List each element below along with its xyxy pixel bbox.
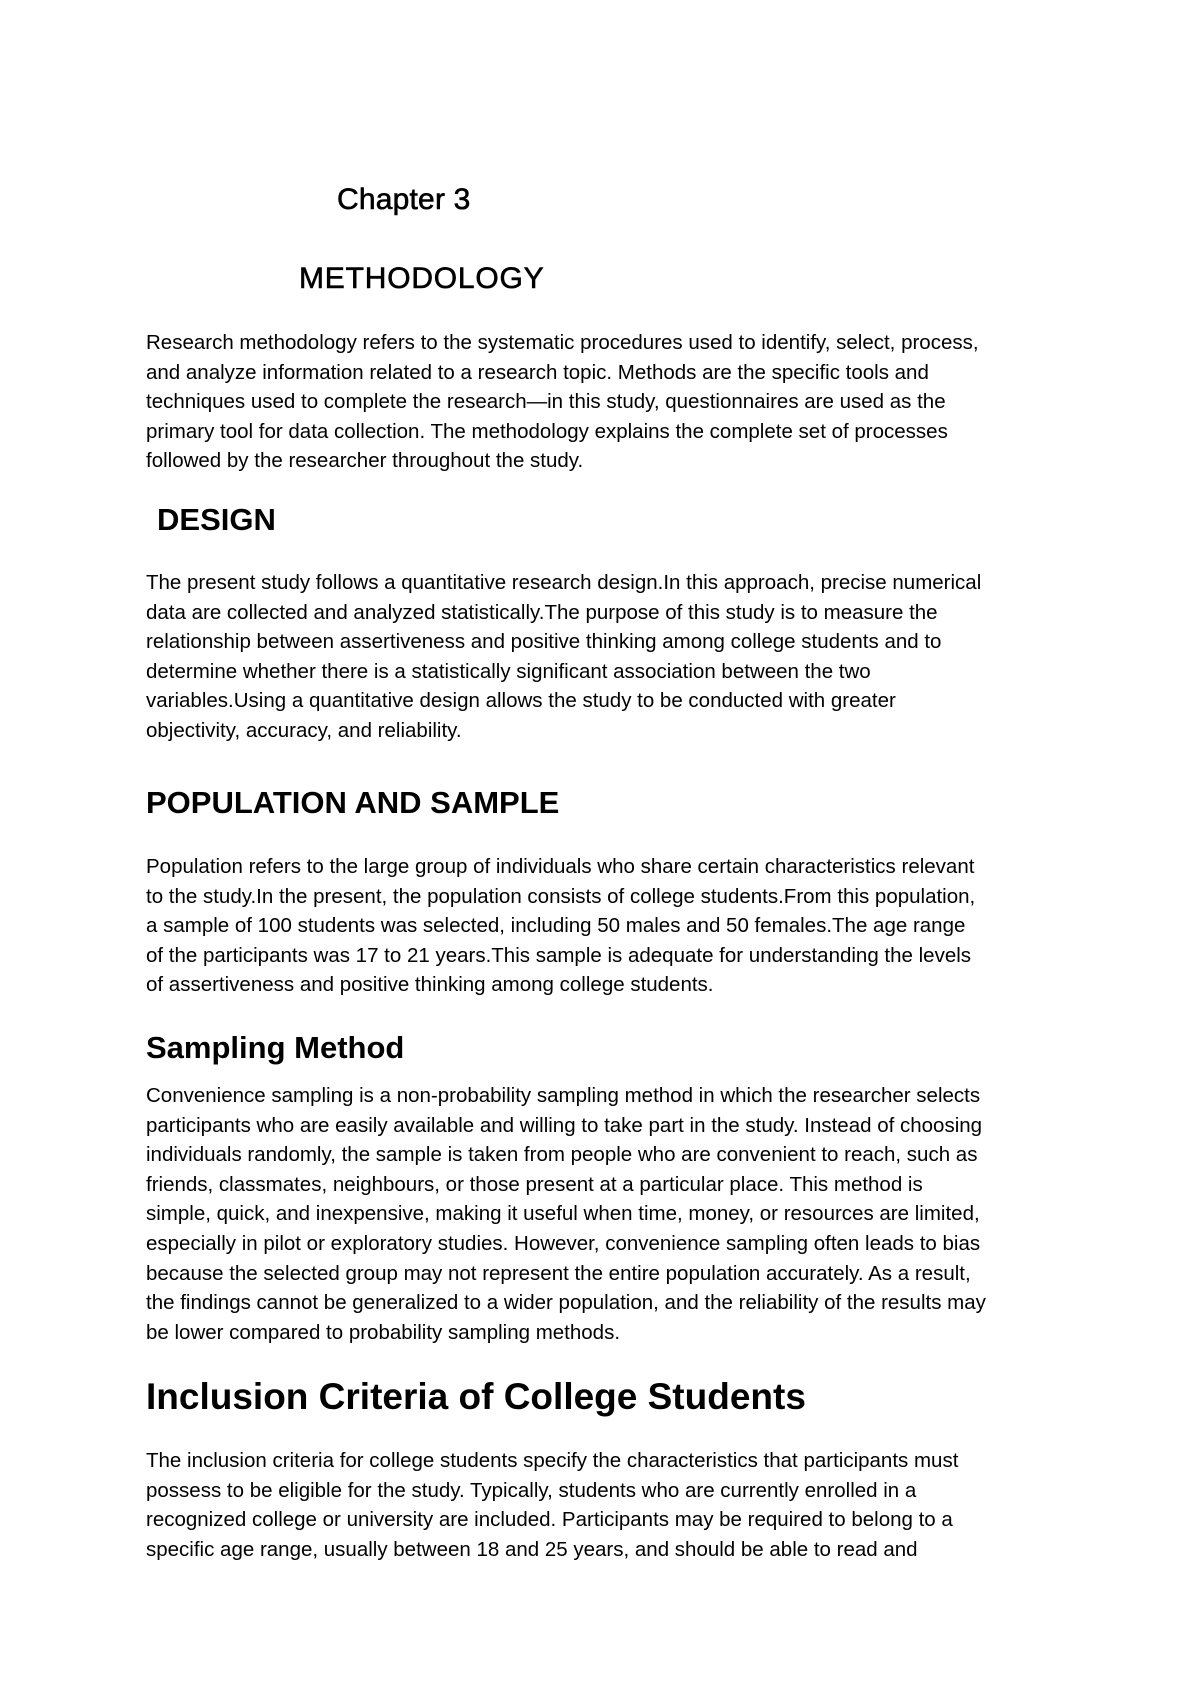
- paragraph-line: participants who are easily available and willing to take part in the study. Instead of choosing: [146, 1113, 983, 1137]
- paragraph-line: objectivity, accuracy, and reliability.: [146, 718, 462, 742]
- population-paragraph: [146, 852, 1076, 1000]
- paragraph-line: and analyze information related to a research topic. Methods are the specific tools and: [146, 360, 929, 384]
- paragraph-line: The inclusion criteria for college students specify the characteristics that participants must: [146, 1449, 959, 1472]
- design-paragraph: [146, 568, 1076, 746]
- paragraph-line: especially in pilot or exploratory studies. However, convenience sampling often leads to bias: [146, 1231, 981, 1255]
- paragraph-line: relationship between assertiveness and positive thinking among college students and to: [146, 630, 942, 654]
- paragraph-line: The present study follows a quantitative research design.In this approach, precise numerical: [146, 571, 982, 594]
- paragraph-line: Convenience sampling is a non-probability sampling method in which the researcher selects: [146, 1084, 981, 1107]
- paragraph-line: techniques used to complete the research—in this study, questionnaires are used as the: [146, 390, 946, 414]
- paragraph-line: Population refers to the large group of individuals who share certain characteristics relevant: [146, 855, 975, 878]
- paragraph-line: be lower compared to probability sampling methods.: [146, 1320, 621, 1344]
- paragraph-line: Research methodology refers to the systematic procedures used to identify, select, process,: [146, 331, 979, 354]
- paragraph-line: of the participants was 17 to 21 years.This sample is adequate for understanding the levels: [146, 943, 972, 967]
- paragraph-line: to the study.In the present, the population consists of college students.From this population,: [146, 884, 976, 908]
- inclusion-criteria-heading: Inclusion Criteria of College Students: [146, 1376, 806, 1417]
- paragraph-line: a sample of 100 students was selected, including 50 males and 50 females.The age range: [146, 914, 966, 938]
- paragraph-line: the findings cannot be generalized to a wider population, and the reliability of the results may: [146, 1291, 986, 1315]
- paragraph-line: because the selected group may not represent the entire population accurately. As a result,: [146, 1261, 971, 1285]
- intro-paragraph: [146, 328, 1076, 476]
- paragraph-line: friends, classmates, neighbours, or those present at a particular place. This method is: [146, 1172, 923, 1196]
- paragraph-line: determine whether there is a statistically significant association between the two: [146, 659, 871, 683]
- paragraph-line: individuals randomly, the sample is taken from people who are convenient to reach, such as: [146, 1143, 978, 1167]
- chapter-title: Chapter 3: [337, 183, 471, 216]
- sampling-method-paragraph: [146, 1081, 1076, 1347]
- paragraph-line: recognized college or university are included. Participants may be required to belong to a: [146, 1508, 953, 1532]
- paragraph-line: specific age range, usually between 18 and 25 years, and should be able to read and: [146, 1537, 918, 1561]
- paragraph-line: primary tool for data collection. The methodology explains the complete set of processes: [146, 419, 948, 443]
- paragraph-line: followed by the researcher throughout the study.: [146, 449, 584, 473]
- methodology-title: METHODOLOGY: [299, 262, 545, 295]
- sampling-method-heading: Sampling Method: [146, 1030, 405, 1065]
- paragraph-line: simple, quick, and inexpensive, making it useful when time, money, or resources are limited,: [146, 1202, 980, 1226]
- paragraph-line: possess to be eligible for the study. Typically, students who are currently enrolled in a: [146, 1478, 917, 1502]
- paragraph-line: variables.Using a quantitative design allows the study to be conducted with greater: [146, 689, 896, 713]
- paragraph-line: of assertiveness and positive thinking among college students.: [146, 973, 714, 997]
- inclusion-criteria-paragraph: [146, 1446, 1076, 1564]
- design-heading: DESIGN: [157, 502, 276, 537]
- population-heading: POPULATION AND SAMPLE: [146, 785, 560, 820]
- paragraph-line: data are collected and analyzed statistically.The purpose of this study is to measure the: [146, 600, 938, 624]
